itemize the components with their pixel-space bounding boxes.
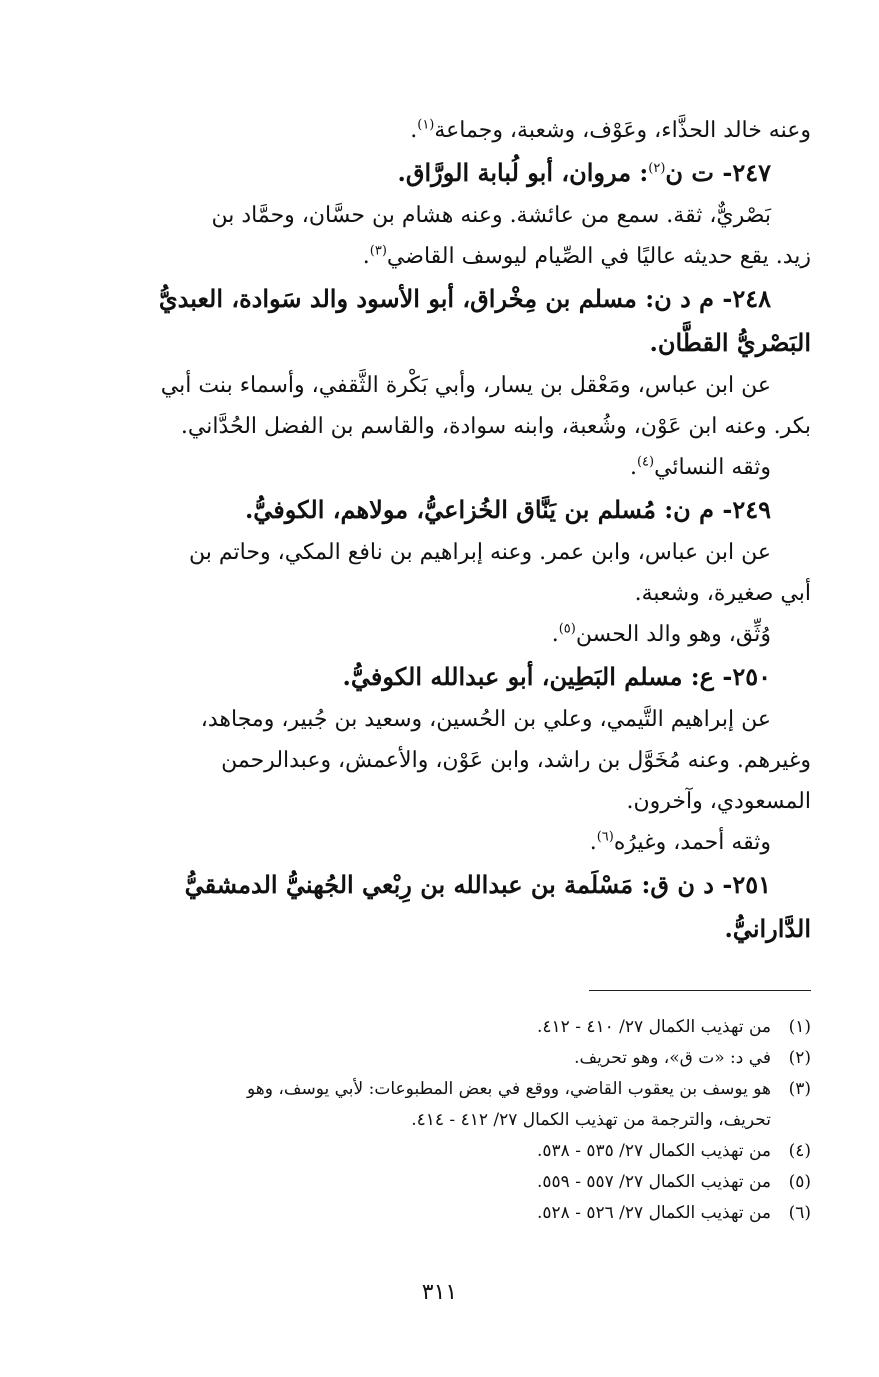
entry-name: : مَسْلَمة بن عبدالله بن رِبْعي الجُهنيُّ الدمشقيُّ: [184, 870, 651, 899]
entry-heading-248-cont: البَصْريُّ القطَّان.: [649, 328, 811, 357]
entry-text-line: عن إبراهيم التَّيمي، وعلي بن الحُسين، وسعيد بن جُبير، ومجاهد،: [200, 707, 771, 732]
entry-heading-251: ٢٥١- د ن ق: مَسْلَمة بن عبدالله بن رِبْعي الجُهنيُّ الدمشقيُّ: [184, 870, 771, 899]
footnote-mark: (٤): [788, 1141, 811, 1161]
entry-name: : مُسلم بن يَنَّاق الخُزاعيُّ، مولاهم، الكوفيُّ.: [244, 495, 674, 524]
entry-text-line: وُثِّق، وهو والد الحسن$^{(٥)}$.: [551, 621, 771, 647]
footnote-text: من تهذيب الكمال ٢٧/ ٥٣٥ - ٥٣٨.: [536, 1141, 771, 1161]
entry-text-line: زيد. يقع حديثه عاليًا في الصِّيام ليوسف القاضي$^{(٣)}$.: [362, 243, 811, 269]
footnote-item: [55, 1198, 811, 1229]
entry-heading-247: ٢٤٧- ت ن$^{(٢)}$: مروان، أبو لُبابة الورَّاق.: [397, 158, 771, 187]
entry-codes: ع: [699, 662, 714, 691]
footnote-ref[interactable]: (٣): [369, 243, 387, 259]
entry-name: : مروان، أبو لُبابة الورَّاق.: [397, 158, 649, 187]
footnote-text-line: تحريف، والترجمة من تهذيب الكمال ٢٧/ ٤١٢ - ٤١٤.: [411, 1110, 771, 1130]
footnote-text-line: هو يوسف بن يعقوب القاضي، ووقع في بعض المطبوعات: لأبي يوسف، وهو: [247, 1079, 771, 1099]
page-number: ٣١١: [421, 1280, 458, 1305]
entry-text-line: وثقه النسائي$^{(٤)}$.: [629, 454, 771, 480]
footnote-mark: (٢): [788, 1048, 811, 1068]
entry-name: : مسلم بن مِخْراق، أبو الأسود والد سَوادة، العبديُّ: [158, 284, 655, 313]
footnote-text: من تهذيب الكمال ٢٧/ ٥٢٦ - ٥٢٨.: [536, 1203, 771, 1223]
entry-codes: ت ن: [665, 158, 714, 187]
footnote-mark: (١): [788, 1017, 811, 1037]
entry-codes: م ن: [673, 495, 714, 524]
intro-line: وعنه خالد الحذَّاء، وعَوْف، وشعبة، وجماعة$^{(١)}$.: [410, 117, 811, 143]
footnote-ref[interactable]: (٦): [596, 829, 614, 845]
entry-codes: م د ن: [654, 284, 714, 313]
entry-text-line: عن ابن عباس، ومَعْقل بن يسار، وأبي بَكْرة الثَّقفي، وأسماء بنت أبي: [160, 373, 771, 398]
footnote-text: [55, 1074, 771, 1136]
main-text: [55, 110, 811, 951]
entry-heading-250: ٢٥٠- ع: مسلم البَطِين، أبو عبدالله الكوفيُّ.: [342, 662, 771, 691]
entry-text-line: المسعودي، وآخرون.: [626, 789, 811, 814]
footnote-item: [55, 1043, 811, 1074]
entry-text-line: بَصْريٌّ، ثقة. سمع من عائشة. وعنه هشام بن حسَّان، وحمَّاد بن: [211, 203, 771, 228]
footnote-text: من تهذيب الكمال ٢٧/ ٥٥٧ - ٥٥٩.: [536, 1172, 771, 1192]
footnote-ref[interactable]: (٤): [636, 454, 655, 470]
footnote-divider: [589, 990, 811, 991]
footnote-text: من تهذيب الكمال ٢٧/ ٤١٠ - ٤١٢.: [536, 1017, 771, 1037]
footnote-item: [55, 1012, 811, 1043]
entry-text-line: أبي صغيرة، وشعبة.: [634, 581, 811, 606]
footnote-mark: (٥): [788, 1172, 811, 1192]
entry-heading-249: ٢٤٩- م ن: مُسلم بن يَنَّاق الخُزاعيُّ، مولاهم، الكوفيُّ.: [244, 495, 771, 524]
entry-text-line: وثقه أحمد، وغيرُه$^{(٦)}$.: [589, 829, 771, 855]
entry-name: : مسلم البَطِين، أبو عبدالله الكوفيُّ.: [342, 662, 700, 691]
footnote-ref[interactable]: (٢): [648, 161, 666, 176]
footnote-item: [55, 1074, 811, 1136]
footnote-item: [55, 1136, 811, 1167]
entry-codes: د ن ق: [650, 870, 714, 899]
footnotes: [55, 1012, 811, 1229]
entry-heading-248: ٢٤٨- م د ن: مسلم بن مِخْراق، أبو الأسود والد سَوادة، العبديُّ: [158, 284, 771, 313]
footnote-item: [55, 1167, 811, 1198]
footnote-ref[interactable]: (١): [417, 117, 435, 133]
entry-heading-251-cont: الدَّارانيُّ.: [724, 914, 811, 943]
footnote-ref[interactable]: (٥): [558, 621, 576, 637]
footnote-mark: (٦): [788, 1203, 811, 1223]
footnote-mark: (٣): [788, 1079, 811, 1099]
entry-text-line: بكر. وعنه ابن عَوْن، وشُعبة، وابنه سوادة، والقاسم بن الفضل الحُدَّاني.: [180, 414, 811, 439]
entry-text-line: وغيرهم. وعنه مُخَوَّل بن راشد، وابن عَوْن، والأعمش، وعبدالرحمن: [221, 748, 811, 773]
footnote-text: في د: «ت ق»، وهو تحريف.: [574, 1048, 771, 1068]
entry-text-line: عن ابن عباس، وابن عمر. وعنه إبراهيم بن نافع المكي، وحاتم بن: [189, 540, 771, 565]
